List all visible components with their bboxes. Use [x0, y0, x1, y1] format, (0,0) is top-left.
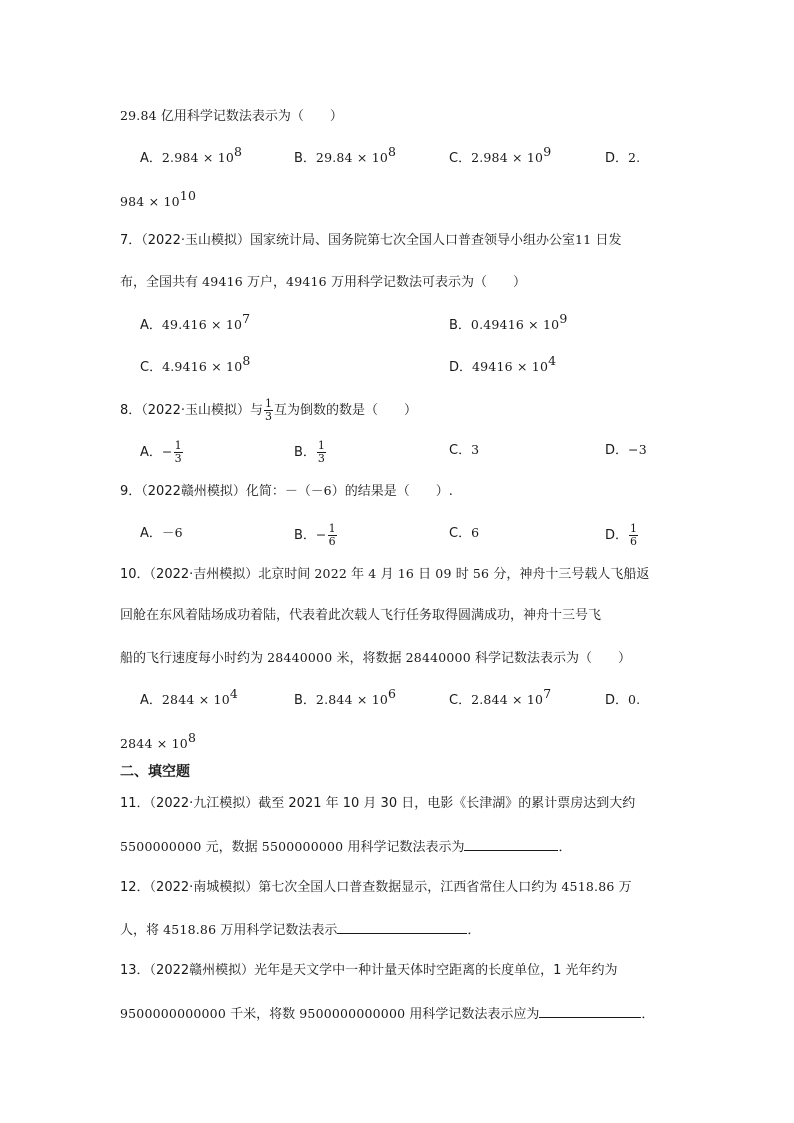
option-label: B．: [449, 318, 471, 333]
option-value-cont: 2844 × 10: [120, 736, 188, 751]
option-label: C．: [449, 526, 472, 541]
option-label: A．: [140, 693, 162, 708]
q7-option-d: [449, 352, 557, 378]
q12-stem-line1: [120, 877, 632, 898]
question-number: 10．: [120, 567, 150, 582]
q11-stem-line1: [120, 794, 635, 814]
option-value: 2.984 × 10: [161, 150, 235, 165]
q10-stem-line3: [120, 648, 631, 669]
option-label: A．: [140, 318, 162, 333]
option-label: D．: [605, 528, 629, 543]
q12-t1: 第七次全国人口普查数据显示，江西省常住人口约为: [258, 880, 562, 895]
option-value: 2.844 × 10: [471, 692, 544, 707]
q9-num: －6: [310, 483, 332, 498]
q10-line2: 回舱在东风着陆场成功着陆，代表着此次载人飞行任务取得圆满成功，神舟十三号飞: [120, 608, 602, 623]
question-source: （2022·玉山模拟）: [141, 233, 250, 248]
q12-t4: 万用科学记数法表示: [216, 923, 338, 938]
option-label: C．: [449, 693, 472, 708]
q7-text5: 万用科学记数法可表示为（ ）: [326, 275, 526, 290]
option-sign: −: [315, 527, 327, 542]
q10-l3b: 米，将数据: [332, 651, 406, 666]
q13-t3: 用科学记数法表示应为: [405, 1007, 540, 1022]
q11-stem-line2: [120, 836, 571, 858]
q7-text3: 布，全国共有: [120, 275, 203, 290]
question-number: 9．: [120, 484, 142, 499]
q6-option-c: [449, 143, 552, 169]
option-label: C．: [140, 360, 163, 375]
question-source: （2022赣州模拟）: [149, 963, 255, 978]
q7-text1: 国家统计局、国务院第七次全国人口普查领导小组办公室: [250, 233, 576, 248]
option-label: B．: [294, 151, 316, 166]
q10-option-c: [449, 685, 552, 711]
option-label: B．: [294, 528, 316, 543]
q11-t2: 元，数据: [201, 840, 262, 855]
option-label: C．: [449, 151, 472, 166]
option-exponent: 8: [388, 143, 397, 159]
option-label: C．: [449, 443, 472, 458]
q6-option-d: [605, 148, 640, 169]
option-exponent: 8: [234, 143, 243, 159]
q10-option-a: [140, 685, 239, 711]
q11-end: ．: [558, 840, 572, 855]
option-exponent: 7: [543, 685, 552, 701]
option-value: 2.: [628, 150, 641, 165]
q10-year: 2022: [314, 566, 348, 581]
option-value: −3: [628, 442, 647, 457]
q11-t3: 用科学记数法表示为: [343, 840, 465, 855]
option-value: －6: [161, 525, 183, 540]
option-value: 2.844 × 10: [315, 692, 389, 707]
denominator: 6: [630, 535, 638, 548]
q7-num2: 49416: [202, 274, 243, 289]
q9-option-c: [449, 523, 479, 544]
q12-stem-line2: [120, 919, 480, 941]
denominator: 3: [265, 410, 273, 423]
question-number: 11．: [120, 796, 150, 811]
q10-stem-line1: [120, 564, 649, 585]
q9-option-b: [294, 523, 338, 548]
q6-stem-number: 29.84: [120, 108, 157, 123]
numerator: 1: [328, 522, 336, 535]
option-exponent: 9: [559, 310, 568, 326]
q9-option-a: [140, 523, 183, 544]
q10-hour: 09: [435, 566, 452, 581]
option-value-cont: 984 × 10: [120, 194, 180, 209]
question-number: 13．: [120, 963, 150, 978]
fraction: [629, 523, 638, 548]
denominator: 3: [317, 452, 325, 465]
q12-t2: 万: [614, 880, 632, 895]
answer-blank[interactable]: [337, 919, 467, 934]
numerator: 1: [174, 439, 182, 452]
q7-num3: 49416: [286, 274, 327, 289]
q10-option-d-cont: [120, 729, 197, 755]
numerator: 1: [265, 397, 273, 410]
q7-option-c: [140, 352, 251, 378]
question-number: 7．: [120, 233, 142, 248]
fraction: [317, 440, 326, 465]
q12-n1: 4518.86: [561, 879, 615, 894]
option-label: B．: [294, 693, 316, 708]
option-exponent: 4: [548, 352, 557, 368]
q13-stem-line1: [120, 961, 618, 981]
option-value: 2844 × 10: [161, 692, 230, 707]
question-source: （2022·玉山模拟）: [141, 403, 250, 418]
q10-t2: 年: [347, 567, 369, 582]
option-value: 0.49416 × 10: [470, 317, 560, 332]
option-label: D．: [449, 360, 473, 375]
option-exponent: 10: [179, 187, 197, 203]
question-number: 8．: [120, 403, 142, 418]
question-number: 12．: [120, 880, 150, 895]
q9-text: 化简：－（: [245, 484, 311, 499]
numerator: 1: [317, 439, 325, 452]
fraction: [264, 398, 273, 423]
numerator: 1: [630, 522, 638, 535]
option-label: A．: [140, 151, 162, 166]
q13-n1: 9500000000000: [120, 1006, 226, 1021]
option-exponent: 8: [187, 729, 197, 745]
q10-minute: 56: [472, 566, 490, 581]
q7-option-b: [449, 310, 568, 336]
q10-t6: 分，神舟十三号载人飞船返: [489, 567, 650, 582]
fraction: [328, 523, 337, 548]
q9-text2: ）的结果是（ ）.: [331, 484, 453, 499]
q10-t5: 时: [451, 567, 473, 582]
q10-day: 16: [397, 566, 415, 581]
option-exponent: 7: [242, 310, 251, 326]
denominator: 3: [174, 452, 182, 465]
q10-t1: 北京时间: [258, 567, 315, 582]
option-value: 2.984 × 10: [471, 150, 544, 165]
q10-option-b: [294, 685, 397, 711]
option-exponent: 8: [242, 352, 251, 368]
q7-num1: 11: [575, 232, 592, 247]
q10-option-d: [605, 690, 640, 711]
denominator: 6: [328, 535, 336, 548]
q13-end: ．: [641, 1007, 655, 1022]
q10-stem-line2: [120, 606, 601, 626]
option-value: 49416 × 10: [472, 359, 549, 374]
option-label: D．: [605, 151, 629, 166]
q13-t1: 光年是天文学中一种计量天体时空距离的长度单位，1 光年约为: [254, 963, 618, 978]
q10-t3: 月: [376, 567, 398, 582]
question-source: （2022·吉州模拟）: [149, 567, 259, 582]
q6-stem: [120, 106, 343, 127]
q11-n2: 5500000000: [261, 839, 344, 854]
q10-l3n2: 28440000: [405, 650, 471, 665]
q12-end: ．: [467, 923, 481, 938]
question-source: （2022赣州模拟）: [141, 484, 246, 499]
q10-l3a: 船的飞行速度每小时约为: [120, 651, 268, 666]
q8-stem: [120, 398, 417, 423]
option-value: 0.: [628, 692, 641, 707]
q10-month: 4: [368, 566, 377, 581]
q6-option-b: [294, 143, 397, 169]
option-exponent: 4: [229, 685, 239, 701]
option-value: 3: [471, 442, 480, 457]
q13-n2: 9500000000000: [299, 1006, 406, 1021]
q7-text2: 日发: [591, 233, 622, 248]
option-exponent: 6: [388, 685, 397, 701]
q9-option-d: [605, 523, 639, 548]
option-label: A．: [140, 526, 162, 541]
option-label: B．: [294, 445, 316, 460]
q8-option-d: [605, 440, 647, 461]
q9-stem: [120, 481, 453, 502]
q13-t2: 千米，将数: [226, 1007, 300, 1022]
q8-post: 互为倒数的数是（ ）: [274, 403, 418, 418]
question-source: （2022·九江模拟）: [149, 796, 259, 811]
option-value: 29.84 × 10: [315, 150, 389, 165]
q6-stem-text: 亿用科学记数法表示为（ ）: [156, 109, 343, 124]
q10-l3n: 28440000: [267, 650, 333, 665]
q7-text4: 万户，: [242, 275, 287, 290]
option-value: 4.9416 × 10: [162, 359, 243, 374]
option-label: A．: [140, 445, 162, 460]
option-sign: −: [161, 444, 173, 459]
q8-option-c: [449, 440, 479, 461]
q11-t1: 截至 2021 年 10 月 30 日，电影《长津湖》的累计票房达到大约: [258, 796, 636, 811]
answer-blank[interactable]: [539, 1003, 641, 1018]
q8-pre: 与: [250, 403, 264, 418]
q10-t4: 日: [414, 567, 436, 582]
q7-stem-line1: [120, 230, 621, 251]
q13-stem-line2: [120, 1003, 654, 1025]
option-value: 6: [471, 525, 480, 540]
option-exponent: 9: [543, 143, 552, 159]
q12-n2: 4518.86: [163, 922, 217, 937]
option-value: 49.416 × 10: [161, 317, 243, 332]
q8-option-a: [140, 440, 184, 465]
fraction: [174, 440, 183, 465]
section-heading: 二、填空题: [120, 764, 190, 780]
q12-t3: 人，将: [120, 923, 164, 938]
option-label: D．: [605, 443, 629, 458]
q7-option-a: [140, 310, 251, 336]
q6-option-a: [140, 143, 243, 169]
q6-option-d-cont: [120, 187, 197, 213]
q10-l3c: 科学记数法表示为（ ）: [470, 651, 632, 666]
q7-stem-line2: [120, 272, 526, 293]
q11-n1: 5500000000: [120, 839, 202, 854]
answer-blank[interactable]: [464, 836, 558, 851]
option-label: D．: [605, 693, 629, 708]
question-source: （2022·南城模拟）: [149, 880, 259, 895]
q8-option-b: [294, 440, 327, 465]
